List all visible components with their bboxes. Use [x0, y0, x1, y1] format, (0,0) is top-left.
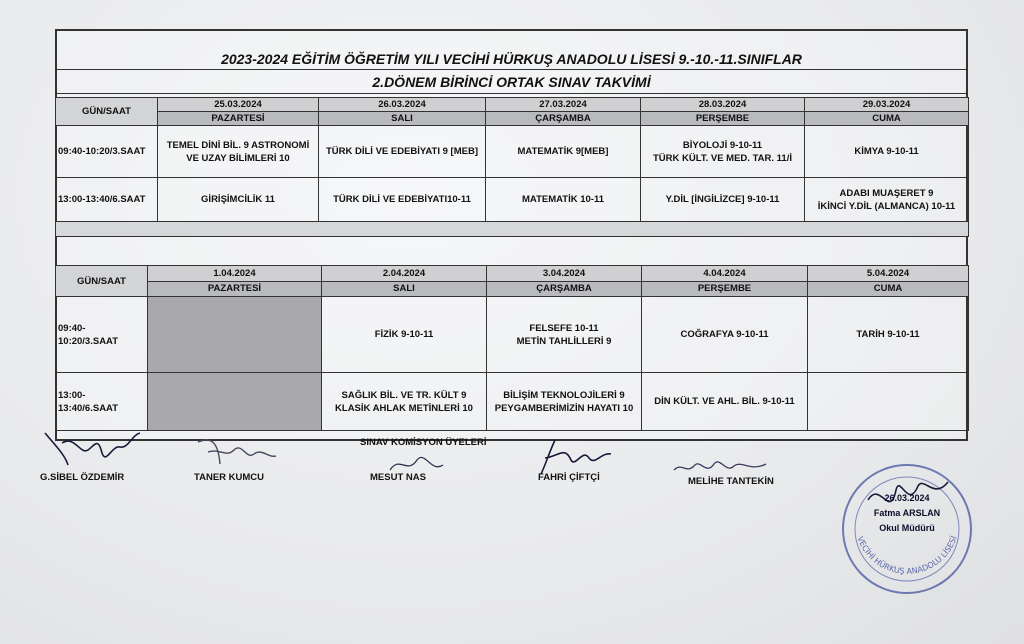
week2-table: [55, 265, 969, 431]
principal-date: 26.03.2024: [884, 493, 930, 503]
exam-cell: TÜRK DİLİ VE EDEBİYATI10-11: [319, 178, 486, 222]
table-row: [56, 178, 969, 222]
spacer: [56, 222, 969, 237]
exam-cell: MATEMATİK 9[MEB]: [486, 126, 641, 178]
member-name: MESUT NAS: [370, 472, 426, 483]
exam-cell: BİLİŞİM TEKNOLOJİLERİ 9 PEYGAMBERİMİZİN HAYATI 10: [487, 373, 642, 431]
exam-cell: DİN KÜLT. VE AHL. BİL. 9-10-11: [642, 373, 808, 431]
day-cell: CUMA: [805, 112, 969, 126]
spacer-row: [56, 222, 969, 237]
day-cell: ÇARŞAMBA: [486, 112, 641, 126]
date-cell: 29.03.2024: [805, 98, 969, 112]
commission-title: SINAV KOMİSYON ÜYELERİ: [360, 437, 487, 448]
slot-header: GÜN/SAAT: [56, 98, 158, 126]
member-name: TANER KUMCU: [194, 472, 265, 483]
day-cell: ÇARŞAMBA: [487, 281, 642, 297]
date-cell: 25.03.2024: [158, 98, 319, 112]
day-cell: SALI: [322, 281, 487, 297]
member-name: G.SİBEL ÖZDEMİR: [40, 472, 125, 483]
blocked-cell: [148, 297, 322, 373]
member-name: FAHRİ ÇİFTÇİ: [538, 472, 600, 483]
exam-cell: [808, 373, 969, 431]
date-cell: 2.04.2024: [322, 266, 487, 282]
day-cell: PERŞEMBE: [641, 112, 805, 126]
date-cell: 26.03.2024: [319, 98, 486, 112]
exam-cell: TÜRK DİLİ VE EDEBİYATI 9 [MEB]: [319, 126, 486, 178]
exam-cell: ADABI MUAŞERET 9 İKİNCİ Y.DİL (ALMANCA) 10-11: [805, 178, 969, 222]
date-cell: 4.04.2024: [642, 266, 808, 282]
principal-title: Okul Müdürü: [879, 523, 935, 533]
stamp-text: VECİHİ HÜRKUŞ ANADOLU LİSESİ: [855, 534, 959, 576]
divider: [57, 69, 966, 70]
exam-cell: Y.DİL [İNGİLİZCE] 9-10-11: [641, 178, 805, 222]
time-slot: 09:40-10:20/3.SAAT: [56, 126, 158, 178]
exam-cell: KİMYA 9-10-11: [805, 126, 969, 178]
day-cell: PAZARTESİ: [158, 112, 319, 126]
table-row: [56, 297, 969, 373]
exam-cell: COĞRAFYA 9-10-11: [642, 297, 808, 373]
exam-cell: BİYOLOJİ 9-10-11 TÜRK KÜLT. VE MED. TAR. 11/İ: [641, 126, 805, 178]
date-cell: 27.03.2024: [486, 98, 641, 112]
table-row: [56, 126, 969, 178]
signature-scribble: [190, 432, 280, 472]
time-slot: 09:40-10:20/3.SAAT: [56, 297, 148, 373]
blocked-cell: [148, 373, 322, 431]
signature-scribble: [40, 425, 150, 470]
day-cell: PAZARTESİ: [148, 281, 322, 297]
time-slot: 13:00-13:40/6.SAAT: [56, 178, 158, 222]
day-cell: CUMA: [808, 281, 969, 297]
exam-cell: TARİH 9-10-11: [808, 297, 969, 373]
title-line-1: 2023-2024 EĞİTİM ÖĞRETİM YILI VECİHİ HÜRKUŞ ANADOLU LİSESİ 9.-10.-11.SINIFLAR: [221, 51, 802, 67]
date-cell: 1.04.2024: [148, 266, 322, 282]
date-cell: 28.03.2024: [641, 98, 805, 112]
exam-cell: TEMEL DİNİ BİL. 9 ASTRONOMİ VE UZAY BİLİMLERİ 10: [158, 126, 319, 178]
table-row: [56, 373, 969, 431]
day-cell: SALI: [319, 112, 486, 126]
principal-name: Fatma ARSLAN: [873, 508, 941, 518]
divider: [57, 93, 966, 94]
member-name: MELİHE TANTEKİN: [688, 476, 774, 487]
exam-cell: MATEMATİK 10-11: [486, 178, 641, 222]
date-cell: 3.04.2024: [487, 266, 642, 282]
day-cell: PERŞEMBE: [642, 281, 808, 297]
time-slot: 13:00-13:40/6.SAAT: [56, 373, 148, 431]
title-line-2: 2.DÖNEM BİRİNCİ ORTAK SINAV TAKVİMİ: [372, 74, 651, 90]
week1-table: [55, 97, 969, 237]
exam-cell: SAĞLIK BİL. VE TR. KÜLT 9 KLASİK AHLAK METİNLERİ 10: [322, 373, 487, 431]
slot-header: GÜN/SAAT: [56, 266, 148, 297]
exam-cell: FELSEFE 10-11 METİN TAHLİLLERİ 9: [487, 297, 642, 373]
official-stamp: [838, 460, 976, 598]
exam-cell: GİRİŞİMCİLİK 11: [158, 178, 319, 222]
exam-cell: FİZİK 9-10-11: [322, 297, 487, 373]
date-cell: 5.04.2024: [808, 266, 969, 282]
